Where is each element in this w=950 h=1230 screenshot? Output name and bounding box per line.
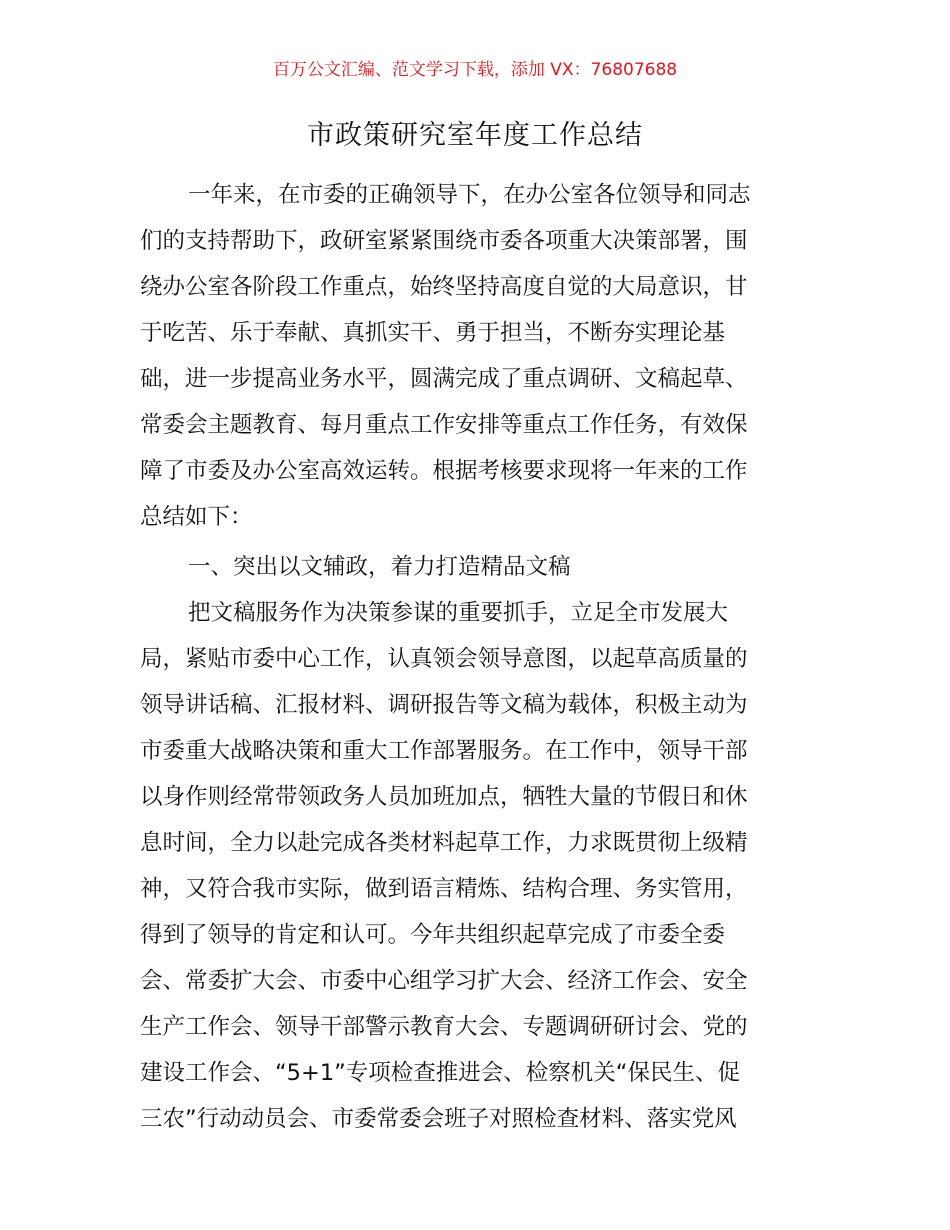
text-line: 们的支持帮助下，政研室紧紧围绕市委各项重大决策部署，围: [140, 228, 748, 254]
text-line: 三农”行动动员会、市委常委会班子对照检查材料、落实党风: [140, 1106, 737, 1132]
text-line: 领导讲话稿、汇报材料、调研报告等文稿为载体，积极主动为: [140, 692, 748, 718]
text-line: 得到了领导的肯定和认可。今年共组织起草完成了市委全委: [140, 922, 726, 948]
text-line: 障了市委及办公室高效运转。根据考核要求现将一年来的工作: [140, 458, 748, 484]
text-line: 于吃苦、乐于奉献、真抓实干、勇于担当，不断夯实理论基: [140, 320, 726, 346]
text-line: 生产工作会、领导干部警示教育大会、专题调研研讨会、党的: [140, 1014, 748, 1040]
text-line: 常委会主题教育、每月重点工作安排等重点工作任务，有效保: [140, 412, 748, 438]
document-body: [140, 172, 812, 1142]
text-line: 市委重大战略决策和重大工作部署服务。在工作中，领导干部: [140, 738, 748, 764]
text-line: 局，紧贴市委中心工作，认真领会领导意图，以起草高质量的: [140, 646, 748, 672]
paragraph-section1: [140, 590, 812, 1142]
text-line: 以身作则经常带领政务人员加班加点，牺牲大量的节假日和休: [140, 784, 748, 810]
text-line: 会、常委扩大会、市委中心组学习扩大会、经济工作会、安全: [140, 968, 748, 994]
text-line: 总结如下：: [140, 504, 253, 530]
paragraph-intro: [140, 172, 812, 540]
section-heading: 一、突出以文辅政，着力打造精品文稿: [188, 554, 571, 580]
text-line: 神，又符合我市实际，做到语言精炼、结构合理、务实管用，: [140, 876, 748, 902]
text-line: 一年来，在市委的正确领导下，在办公室各位领导和同志: [188, 182, 751, 208]
text-line: 础，进一步提高业务水平，圆满完成了重点调研、文稿起草、: [140, 366, 748, 392]
text-line: 把文稿服务作为决策参谋的重要抓手，立足全市发展大: [188, 600, 729, 626]
page-title: 市政策研究室年度工作总结: [307, 120, 643, 151]
text-line: 绕办公室各阶段工作重点，始终坚持高度自觉的大局意识，甘: [140, 274, 748, 300]
text-line: 息时间，全力以赴完成各类材料起草工作，力求既贯彻上级精: [140, 830, 748, 856]
watermark-banner: 百万公文汇编、范文学习下载，添加 VX：76807688: [272, 60, 678, 80]
text-line: 建设工作会、“5+1”专项检查推进会、检察机关“保民生、促: [140, 1060, 740, 1086]
